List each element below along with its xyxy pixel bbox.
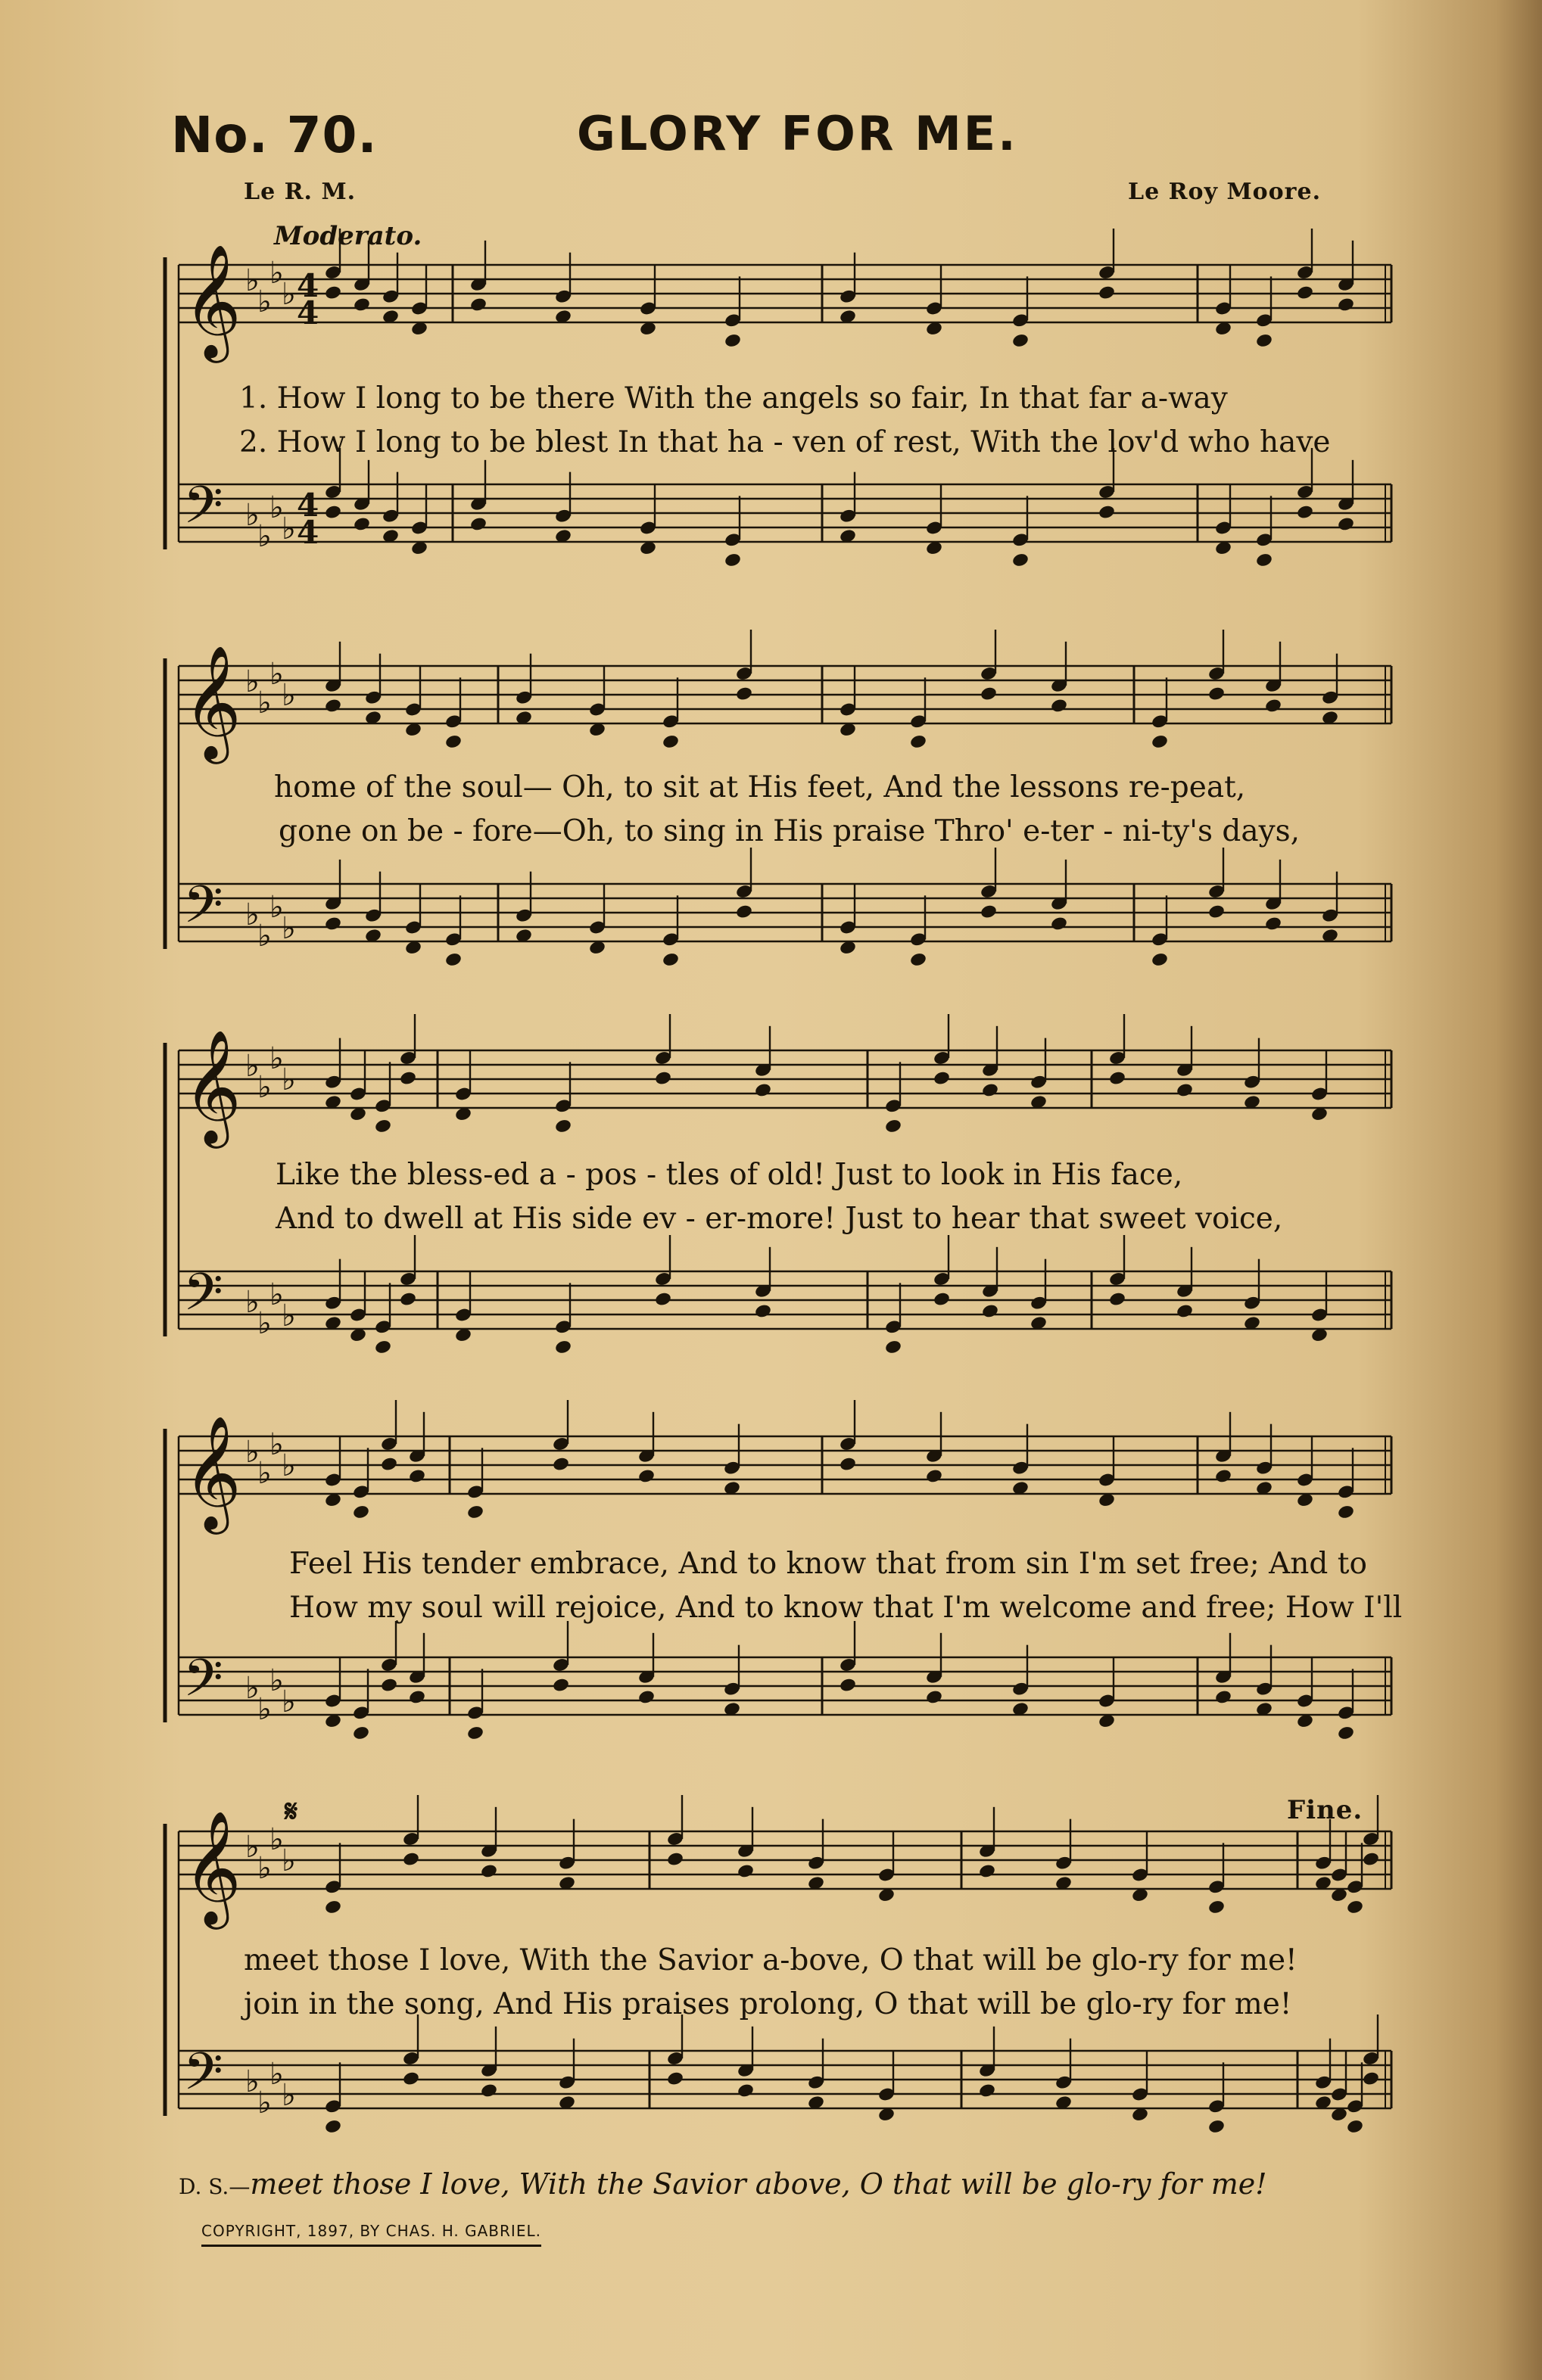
- flat-icon: ♭: [269, 1427, 284, 1462]
- note-head: [662, 733, 680, 749]
- time-signature: 4: [297, 267, 319, 304]
- note-head: [1264, 916, 1282, 932]
- flat-icon: ♭: [269, 256, 284, 291]
- note-head: [662, 951, 680, 967]
- note-head: [1207, 2118, 1226, 2134]
- flat-icon: ♭: [269, 1822, 284, 1857]
- flat-icon: ♭: [282, 277, 296, 312]
- note-head: [925, 1468, 943, 1484]
- flat-icon: ♭: [269, 1277, 284, 1312]
- flat-icon: ♭: [245, 1435, 260, 1470]
- flat-icon: ♭: [257, 2086, 272, 2120]
- flat-icon: ♭: [257, 285, 272, 319]
- note-head: [444, 733, 463, 749]
- flat-icon: ♭: [282, 1843, 296, 1878]
- lyric-line: 2. How I long to be blest In that ha - ven of rest, With the lov'd who have: [239, 425, 1331, 459]
- lyric-line: home of the soul— Oh, to sit at His feet, And the lessons re-peat,: [274, 770, 1246, 804]
- note-head: [1207, 904, 1226, 919]
- flat-icon: ♭: [245, 1830, 260, 1865]
- note-head: [352, 1504, 370, 1520]
- flat-icon: ♭: [257, 1851, 272, 1886]
- bass-clef-icon: 𝄢: [183, 2042, 223, 2114]
- lyric-line: meet those I love, With the Savior a-bove, O that will be glo-ry for me!: [244, 1943, 1297, 1977]
- flat-icon: ♭: [269, 1041, 284, 1076]
- bass-clef-icon: 𝄢: [183, 1649, 223, 1721]
- note-head: [1337, 297, 1355, 313]
- treble-clef-icon: 𝄞: [183, 1809, 241, 1924]
- note-head: [324, 285, 342, 300]
- flat-icon: ♭: [269, 490, 284, 525]
- note-head: [324, 2118, 342, 2134]
- note-head: [884, 1339, 902, 1355]
- flat-icon: ♭: [257, 1692, 272, 1727]
- flat-icon: ♭: [245, 1285, 260, 1320]
- flat-icon: ♭: [245, 898, 260, 932]
- note-head: [1214, 1689, 1232, 1705]
- note-head: [554, 1118, 572, 1134]
- note-head: [1296, 285, 1314, 300]
- note-head: [1050, 916, 1068, 932]
- note-head: [933, 1070, 951, 1086]
- note-head: [1296, 504, 1314, 520]
- flat-icon: ♭: [282, 911, 296, 946]
- flat-icon: ♭: [269, 890, 284, 925]
- note-head: [754, 1082, 772, 1098]
- tempo-marking: Moderato.: [274, 221, 422, 251]
- note-head: [981, 1082, 999, 1098]
- note-head: [469, 516, 488, 532]
- note-head: [353, 516, 371, 532]
- hymn-number: No. 70.: [171, 106, 378, 164]
- lyric-line: Feel His tender embrace, And to know that from sin I'm set free; And to: [289, 1547, 1367, 1581]
- note-head: [737, 2083, 755, 2098]
- flat-icon: ♭: [282, 1062, 296, 1097]
- fine-marking: Fine.: [1287, 1795, 1363, 1825]
- flat-icon: ♭: [245, 664, 260, 699]
- note-head: [402, 2070, 420, 2086]
- words-credit: Le R. M.: [244, 179, 357, 205]
- note-head: [654, 1291, 672, 1307]
- note-head: [324, 698, 342, 714]
- flat-icon: ♭: [257, 1070, 272, 1105]
- time-signature: 4: [297, 514, 319, 551]
- flat-icon: ♭: [257, 519, 272, 554]
- note-head: [1337, 516, 1355, 532]
- note-head: [978, 1863, 996, 1879]
- flat-icon: ♭: [257, 686, 272, 720]
- lyric-line: Like the bless-ed a - pos - tles of old! Just to look in His face,: [276, 1158, 1183, 1192]
- note-head: [1264, 698, 1282, 714]
- ds-text: meet those I love, With the Savior above, O that will be glo-ry for me!: [250, 2167, 1267, 2201]
- note-head: [1050, 698, 1068, 714]
- note-head: [1098, 285, 1116, 300]
- note-head: [666, 1851, 684, 1867]
- note-head: [735, 686, 753, 702]
- lyric-line: join in the song, And His praises prolong, O that will be glo-ry for me!: [244, 1987, 1292, 2021]
- note-head: [1098, 504, 1116, 520]
- note-head: [654, 1070, 672, 1086]
- note-head: [324, 916, 342, 932]
- treble-clef-icon: 𝄞: [183, 1414, 241, 1529]
- note-head: [1346, 2118, 1364, 2134]
- treble-clef-icon: 𝄞: [183, 1028, 241, 1143]
- note-head: [735, 904, 753, 919]
- note-head: [1176, 1082, 1194, 1098]
- note-head: [374, 1118, 392, 1134]
- ds-label: D. S.—: [179, 2174, 251, 2199]
- note-head: [839, 1677, 857, 1693]
- note-head: [933, 1291, 951, 1307]
- note-head: [925, 1689, 943, 1705]
- note-head: [466, 1725, 484, 1741]
- note-head: [1255, 552, 1273, 568]
- note-head: [981, 1303, 999, 1319]
- note-head: [1337, 1725, 1355, 1741]
- note-head: [324, 1899, 342, 1915]
- note-head: [353, 297, 371, 313]
- flat-icon: ♭: [282, 512, 296, 546]
- note-head: [552, 1456, 570, 1472]
- time-signature: 4: [297, 487, 319, 524]
- note-head: [1337, 1504, 1355, 1520]
- note-head: [1176, 1303, 1194, 1319]
- note-head: [408, 1468, 426, 1484]
- dal-segno-line: [179, 2167, 1267, 2201]
- note-head: [737, 1863, 755, 1879]
- bass-clef-icon: 𝄢: [183, 1263, 223, 1335]
- flat-icon: ♭: [269, 1663, 284, 1698]
- flat-icon: ♭: [245, 263, 260, 298]
- note-head: [1151, 951, 1169, 967]
- note-head: [637, 1468, 656, 1484]
- note-head: [884, 1118, 902, 1134]
- note-head: [724, 552, 742, 568]
- lyric-line: How my soul will rejoice, And to know that I'm welcome and free; How I'll: [289, 1591, 1403, 1625]
- lyric-line: And to dwell at His side ev - er-more! Just to hear that sweet voice,: [276, 1202, 1283, 1236]
- flat-icon: ♭: [245, 1671, 260, 1706]
- flat-icon: ♭: [245, 1049, 260, 1084]
- note-head: [909, 733, 927, 749]
- note-head: [980, 904, 998, 919]
- hymn-title: GLORY FOR ME.: [577, 106, 1018, 161]
- flat-icon: ♭: [282, 1448, 296, 1483]
- note-head: [839, 1456, 857, 1472]
- bass-clef-icon: 𝄢: [183, 876, 223, 947]
- note-head: [637, 1689, 656, 1705]
- flat-icon: ♭: [282, 2078, 296, 2113]
- flat-icon: ♭: [282, 1299, 296, 1333]
- flat-icon: ♭: [257, 1306, 272, 1341]
- note-head: [466, 1504, 484, 1520]
- note-head: [724, 332, 742, 348]
- note-head: [402, 1851, 420, 1867]
- note-head: [1151, 733, 1169, 749]
- note-head: [978, 2083, 996, 2098]
- note-head: [909, 951, 927, 967]
- treble-clef-icon: 𝄞: [183, 644, 241, 759]
- segno-sign: 𝄋: [285, 1794, 298, 1829]
- note-head: [1362, 2070, 1380, 2086]
- bass-clef-icon: 𝄢: [183, 476, 223, 548]
- note-head: [1214, 1468, 1232, 1484]
- note-head: [352, 1725, 370, 1741]
- note-head: [554, 1339, 572, 1355]
- flat-icon: ♭: [282, 1685, 296, 1719]
- note-head: [374, 1339, 392, 1355]
- flat-icon: ♭: [269, 2057, 284, 2092]
- note-head: [1207, 686, 1226, 702]
- note-head: [399, 1291, 417, 1307]
- note-head: [1255, 332, 1273, 348]
- note-head: [399, 1070, 417, 1086]
- note-head: [1108, 1070, 1126, 1086]
- note-head: [469, 297, 488, 313]
- copyright-notice: COPYRIGHT, 1897, BY CHAS. H. GABRIEL.: [201, 2222, 541, 2247]
- flat-icon: ♭: [245, 2064, 260, 2099]
- note-head: [380, 1456, 398, 1472]
- flat-icon: ♭: [269, 657, 284, 692]
- note-head: [1011, 332, 1030, 348]
- flat-icon: ♭: [257, 1456, 272, 1491]
- note-head: [380, 1677, 398, 1693]
- note-head: [480, 2083, 498, 2098]
- note-head: [666, 2070, 684, 2086]
- note-head: [408, 1689, 426, 1705]
- lyric-line: gone on be - fore—Oh, to sing in His praise Thro' e-ter - ni-ty's days,: [279, 814, 1301, 848]
- lyric-line: 1. How I long to be there With the angels so fair, In that far a-way: [239, 381, 1228, 415]
- note-head: [754, 1303, 772, 1319]
- flat-icon: ♭: [245, 498, 260, 533]
- note-head: [1346, 1899, 1364, 1915]
- treble-clef-icon: 𝄞: [183, 243, 241, 358]
- note-head: [1362, 1851, 1380, 1867]
- time-signature: 4: [297, 294, 319, 331]
- note-head: [1108, 1291, 1126, 1307]
- flat-icon: ♭: [282, 678, 296, 713]
- note-head: [324, 504, 342, 520]
- note-head: [1207, 1899, 1226, 1915]
- note-head: [444, 951, 463, 967]
- note-head: [552, 1677, 570, 1693]
- music-credit: Le Roy Moore.: [1128, 179, 1322, 205]
- note-head: [980, 686, 998, 702]
- note-head: [480, 1863, 498, 1879]
- flat-icon: ♭: [257, 919, 272, 954]
- note-head: [1011, 552, 1030, 568]
